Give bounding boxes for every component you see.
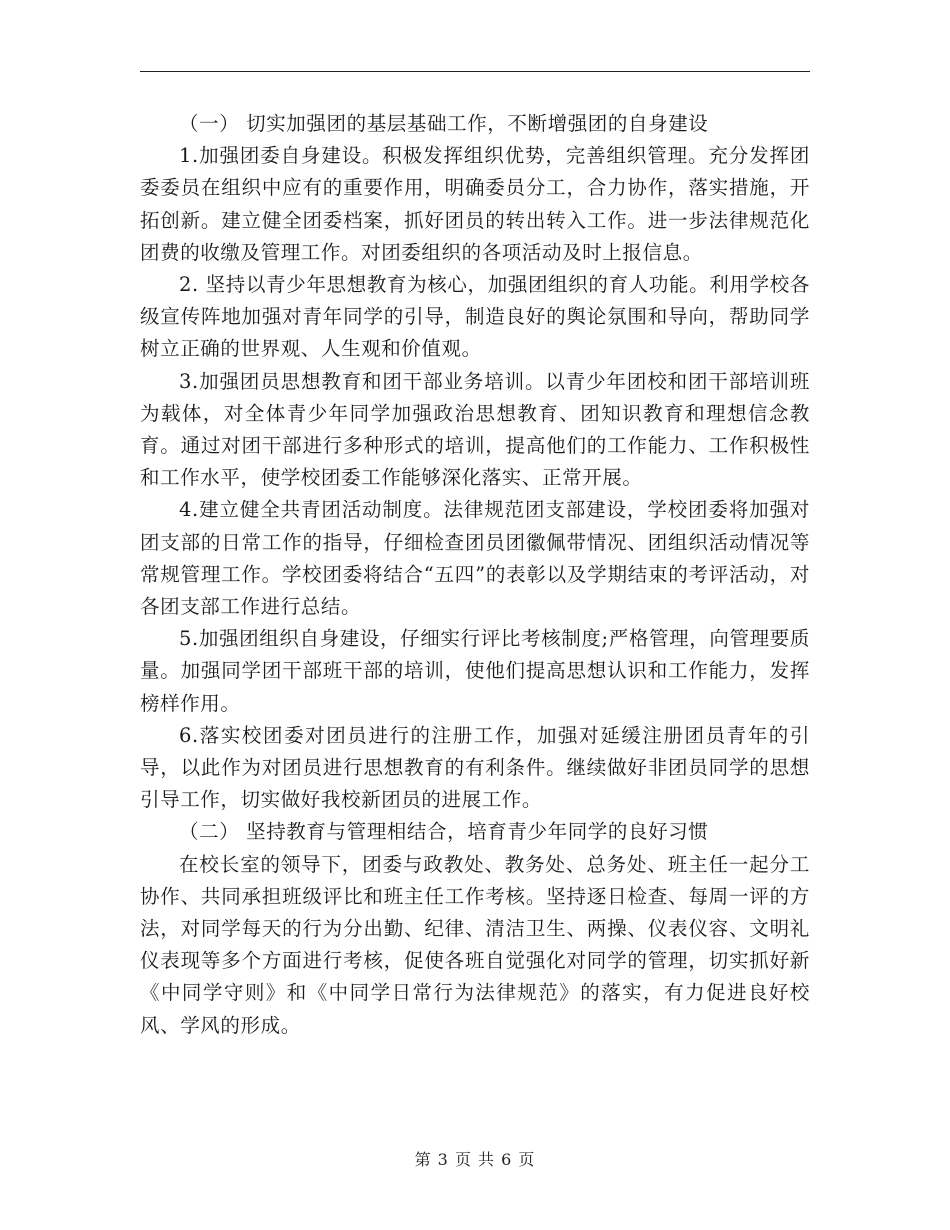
paragraph-section-2: 在校长室的领导下，团委与政教处、教务处、总务处、班主任一起分工协作、共同承担班级评比和班主任工作考核。坚持逐日检查、每周一评的方法，对同学每天的行为分出勤、纪律、清洁卫生、两操、仪表仪容、文明礼仪表现等多个方面进行考核，促使各班自觉强化对同学的管理，切实抓好新《中同学守则》和《中同学日常行为法律规范》的落实，有力促进良好校风、学风的形成。 <box>140 852 810 1037</box>
document-body <box>140 108 810 1042</box>
paragraph-item-4: 4.建立健全共青团活动制度。法律规范团支部建设，学校团委将加强对团支部的日常工作的指导，仔细检查团员团徽佩带情况、团组织活动情况等常规管理工作。学校团委将结合“五四”的表彰以及学期结束的考评活动，对各团支部工作进行总结。 <box>140 498 810 619</box>
header-rule <box>140 71 810 72</box>
paragraph-item-6: 6.落实校团委对团员进行的注册工作，加强对延缓注册团员青年的引导，以此作为对团员进行思想教育的有利条件。继续做好非团员同学的思想引导工作，切实做好我校新团员的进展工作。 <box>140 723 810 812</box>
paragraph-item-2: 2. 坚持以青少年思想教育为核心，加强团组织的育人功能。利用学校各级宣传阵地加强对青年同学的引导，制造良好的舆论氛围和导向，帮助同学树立正确的世界观、人生观和价值观。 <box>140 273 810 361</box>
page-number-footer: 第 3 页 共 6 页 <box>414 1150 536 1169</box>
paragraph-item-5: 5.加强团组织自身建设，仔细实行评比考核制度;严格管理，向管理要质量。加强同学团干部班干部的培训，使他们提高思想认识和工作能力，发挥榜样作用。 <box>140 627 810 715</box>
paragraph-item-3: 3.加强团员思想教育和团干部业务培训。以青少年团校和团干部培训班为载体，对全体青少年同学加强政治思想教育、团知识教育和理想信念教育。通过对团干部进行多种形式的培训，提高他们的工作能力、工作积极性和工作水平，使学校团委工作能够深化落实、正常开展。 <box>140 369 810 490</box>
section-heading-1: （一） 切实加强团的基层基础工作，不断增强团的自身建设 <box>179 112 709 135</box>
section-heading-2: （二） 坚持教育与管理相结合，培育青少年同学的良好习惯 <box>179 820 709 844</box>
paragraph-item-1: 1.加强团委自身建设。积极发挥组织优势，完善组织管理。充分发挥团委委员在组织中应有的重要作用，明确委员分工，合力协作，落实措施，开拓创新。建立健全团委档案，抓好团员的转出转入工作。进一步法律规范化团费的收缴及管理工作。对团委组织的各项活动及时上报信息。 <box>140 144 810 264</box>
